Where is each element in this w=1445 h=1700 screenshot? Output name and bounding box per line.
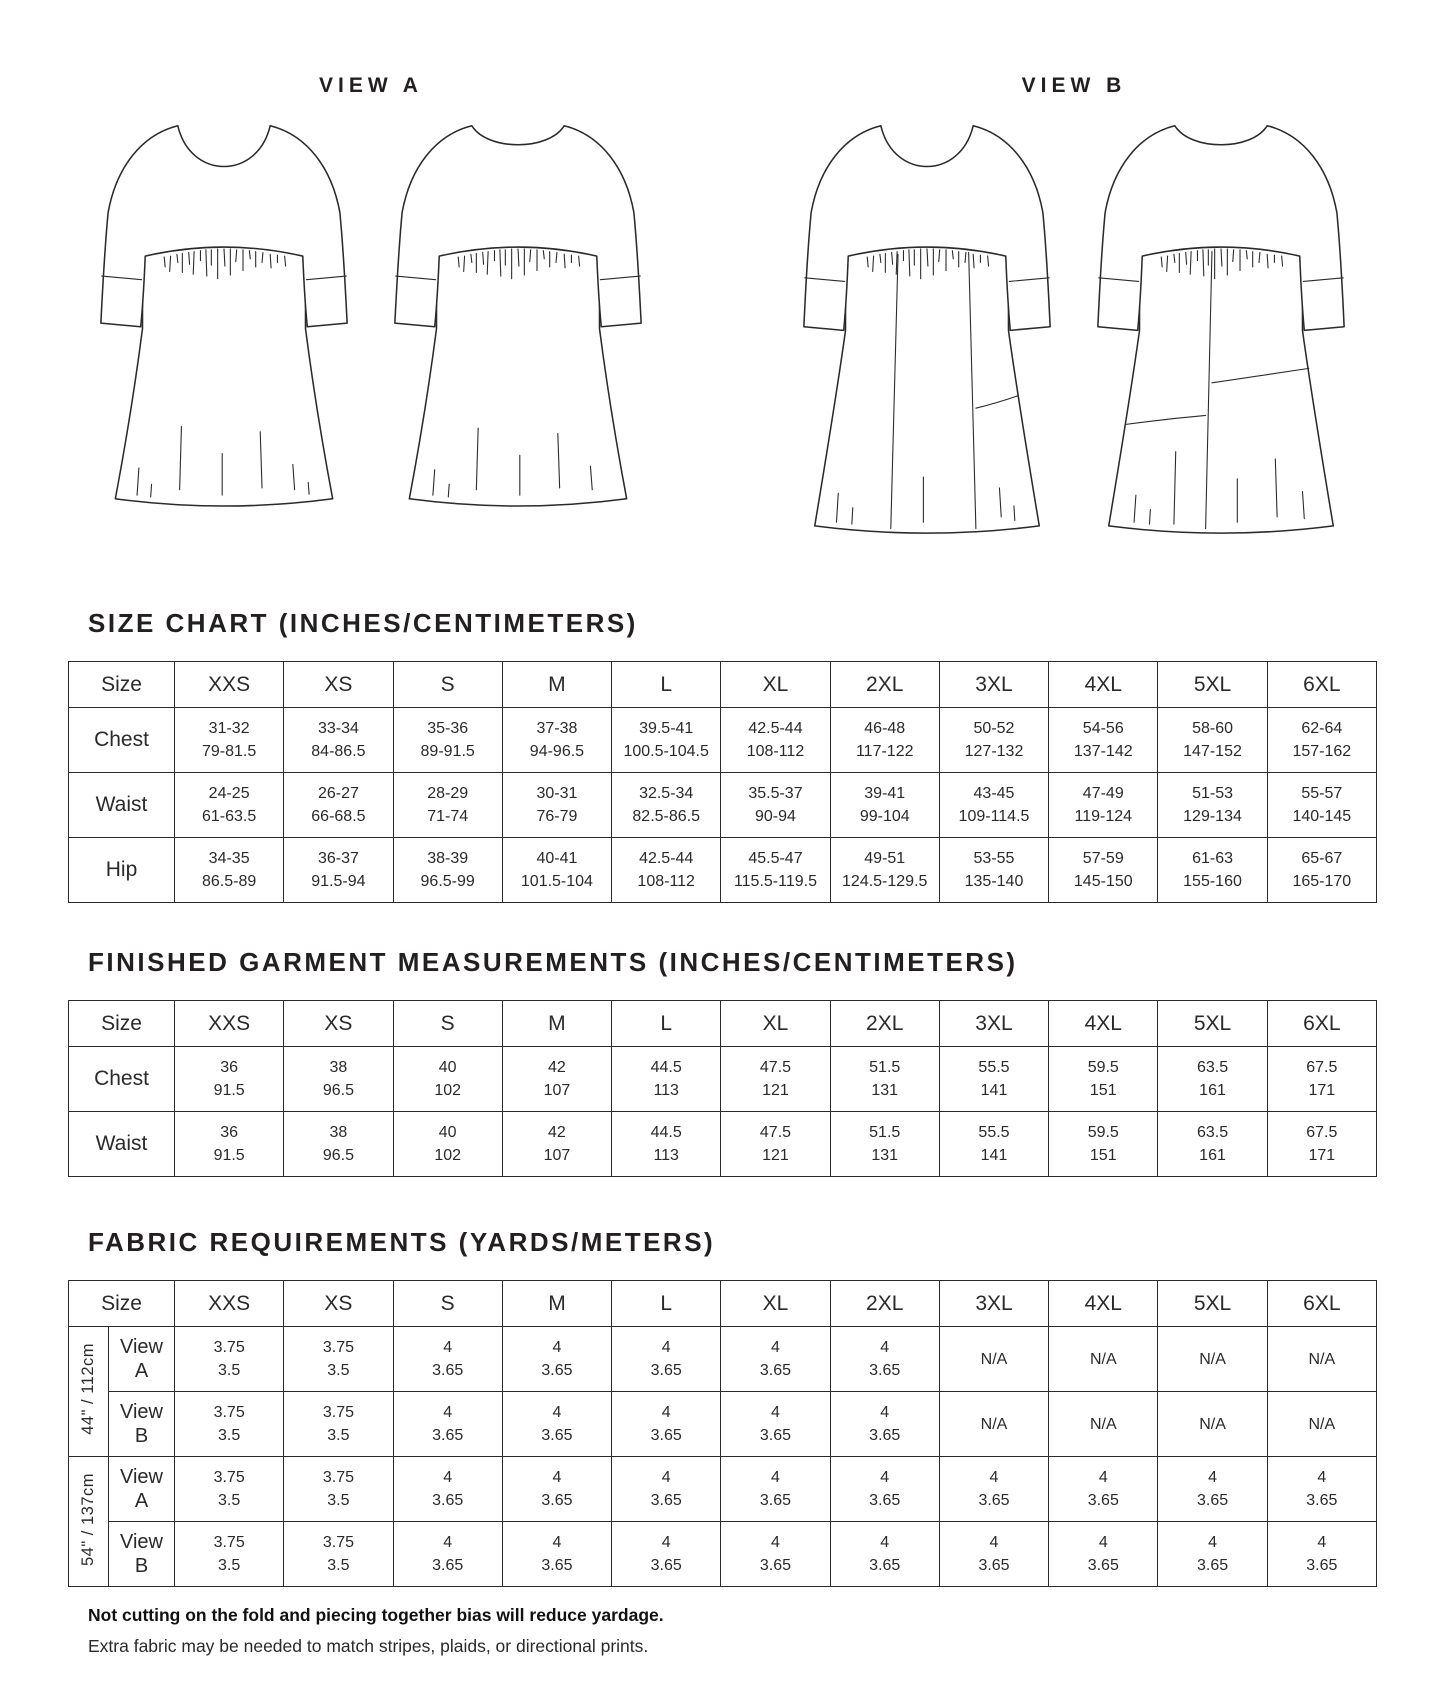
- measurement-cell: 35-36 89-91.5: [393, 708, 502, 773]
- view-a-back-sketch: [382, 104, 654, 516]
- yardage-cell: 4 3.65: [612, 1327, 721, 1392]
- table-body: [69, 708, 1377, 903]
- measurement-cell: 54-56 137-142: [1049, 708, 1158, 773]
- view-a-title: VIEW A: [319, 74, 423, 97]
- table-header: [69, 1281, 1377, 1327]
- header-row: [69, 1001, 1377, 1047]
- measurement-cell: 40-41 101.5-104: [502, 838, 611, 903]
- measurement-cell: 36 91.5: [175, 1112, 284, 1177]
- size-column-header: XS: [284, 1281, 393, 1327]
- finished-garment-title: FINISHED GARMENT MEASUREMENTS (INCHES/CENTIMETERS): [88, 947, 1018, 977]
- yardage-cell: 3.75 3.5: [175, 1392, 284, 1457]
- yardage-cell: 4 3.65: [612, 1392, 721, 1457]
- size-column-header: XXS: [175, 1281, 284, 1327]
- size-column-header: XL: [721, 1281, 830, 1327]
- size-column-header: XXS: [175, 662, 284, 708]
- footnote-bold: Not cutting on the fold and piecing together bias will reduce yardage.: [88, 1605, 664, 1625]
- size-column-header: L: [612, 1281, 721, 1327]
- yardage-cell: 4 3.65: [393, 1522, 502, 1587]
- fabric-requirements-table: [68, 1280, 1377, 1587]
- measurement-cell: 24-25 61-63.5: [175, 773, 284, 838]
- fabric-width-label: [69, 1327, 109, 1457]
- measurement-cell: 47.5 121: [721, 1112, 830, 1177]
- size-chart-section: [0, 608, 1445, 903]
- table-row: [69, 1112, 1377, 1177]
- fabric-requirements-title: FABRIC REQUIREMENTS (YARDS/METERS): [88, 1227, 716, 1257]
- yardage-cell: 4 3.65: [721, 1457, 830, 1522]
- size-column-header: 4XL: [1049, 662, 1158, 708]
- fabric-width-label-text: 54" / 137cm: [79, 1472, 97, 1566]
- size-column-header: 6XL: [1267, 662, 1376, 708]
- yardage-cell: 4 3.65: [1267, 1457, 1376, 1522]
- measurement-cell: 51.5 131: [830, 1112, 939, 1177]
- yardage-cell: 3.75 3.5: [175, 1457, 284, 1522]
- measurement-cell: 36 91.5: [175, 1047, 284, 1112]
- measurement-cell: 38-39 96.5-99: [393, 838, 502, 903]
- yardage-cell: 4 3.65: [502, 1327, 611, 1392]
- measurement-cell: 51-53 129-134: [1158, 773, 1267, 838]
- yardage-cell: 4 3.65: [393, 1327, 502, 1392]
- yardage-cell: 4 3.65: [721, 1327, 830, 1392]
- size-column-header: XL: [721, 662, 830, 708]
- yardage-cell: N/A: [939, 1392, 1048, 1457]
- row-label: Chest: [69, 708, 175, 773]
- measurement-cell: 44.5 113: [612, 1112, 721, 1177]
- yardage-cell: 4 3.65: [502, 1522, 611, 1587]
- finished-garment-section: [0, 947, 1445, 1177]
- measurement-cell: 33-34 84-86.5: [284, 708, 393, 773]
- size-column-header: S: [393, 662, 502, 708]
- measurement-cell: 67.5 171: [1267, 1112, 1376, 1177]
- size-column-header: 2XL: [830, 1001, 939, 1047]
- yardage-cell: N/A: [1267, 1392, 1376, 1457]
- table-body: [69, 1327, 1377, 1587]
- yardage-cell: 3.75 3.5: [284, 1522, 393, 1587]
- yardage-cell: 4 3.65: [721, 1392, 830, 1457]
- measurement-cell: 31-32 79-81.5: [175, 708, 284, 773]
- measurement-cell: 55.5 141: [939, 1112, 1048, 1177]
- measurement-cell: 50-52 127-132: [939, 708, 1048, 773]
- size-column-header: 5XL: [1158, 1281, 1267, 1327]
- yardage-cell: N/A: [1158, 1327, 1267, 1392]
- measurement-cell: 36-37 91.5-94: [284, 838, 393, 903]
- yardage-cell: 3.75 3.5: [284, 1327, 393, 1392]
- size-column-header: 3XL: [939, 1281, 1048, 1327]
- footnote-regular: Extra fabric may be needed to match stripes, plaids, or directional prints.: [88, 1636, 649, 1656]
- fabric-requirements-section: [0, 1227, 1445, 1587]
- yardage-cell: 3.75 3.5: [175, 1522, 284, 1587]
- size-header-title: Size: [69, 1281, 175, 1327]
- measurement-cell: 47-49 119-124: [1049, 773, 1158, 838]
- yardage-cell: 3.75 3.5: [175, 1327, 284, 1392]
- measurement-cell: 37-38 94-96.5: [502, 708, 611, 773]
- size-column-header: 6XL: [1267, 1281, 1376, 1327]
- measurement-cell: 45.5-47 115.5-119.5: [721, 838, 830, 903]
- size-header-title: Size: [69, 662, 175, 708]
- size-column-header: XXS: [175, 1001, 284, 1047]
- measurement-cell: 65-67 165-170: [1267, 838, 1376, 903]
- measurement-cell: 63.5 161: [1158, 1047, 1267, 1112]
- measurement-cell: 51.5 131: [830, 1047, 939, 1112]
- table-row: [69, 708, 1377, 773]
- size-column-header: 4XL: [1049, 1281, 1158, 1327]
- header-row: [69, 1281, 1377, 1327]
- view-label: View B: [109, 1522, 175, 1587]
- table-row: [69, 838, 1377, 903]
- measurement-cell: 40 102: [393, 1112, 502, 1177]
- measurement-cell: 67.5 171: [1267, 1047, 1376, 1112]
- table-row: [69, 1327, 1377, 1392]
- yardage-cell: N/A: [939, 1327, 1048, 1392]
- measurement-cell: 39-41 99-104: [830, 773, 939, 838]
- yardage-cell: 4 3.65: [393, 1457, 502, 1522]
- yardage-cell: 4 3.65: [830, 1457, 939, 1522]
- table-row: [69, 1457, 1377, 1522]
- yardage-cell: N/A: [1158, 1392, 1267, 1457]
- yardage-cell: 4 3.65: [830, 1327, 939, 1392]
- table-row: [69, 1392, 1377, 1457]
- yardage-cell: 3.75 3.5: [284, 1457, 393, 1522]
- measurement-cell: 63.5 161: [1158, 1112, 1267, 1177]
- view-label: View A: [109, 1327, 175, 1392]
- view-label: View B: [109, 1392, 175, 1457]
- view-b-title: VIEW B: [1021, 74, 1127, 97]
- table-header: [69, 1001, 1377, 1047]
- size-header-title: Size: [69, 1001, 175, 1047]
- fabric-width-label: [69, 1457, 109, 1587]
- table-body: [69, 1047, 1377, 1177]
- yardage-cell: 4 3.65: [393, 1392, 502, 1457]
- view-label: View A: [109, 1457, 175, 1522]
- size-chart-title: SIZE CHART (INCHES/CENTIMETERS): [88, 608, 638, 638]
- row-label: Waist: [69, 773, 175, 838]
- yardage-cell: 4 3.65: [612, 1457, 721, 1522]
- yardage-cell: 4 3.65: [502, 1392, 611, 1457]
- measurement-cell: 40 102: [393, 1047, 502, 1112]
- yardage-cell: N/A: [1049, 1327, 1158, 1392]
- view-b-back-sketch: [1085, 104, 1357, 544]
- yardage-cell: N/A: [1267, 1327, 1376, 1392]
- measurement-cell: 42.5-44 108-112: [612, 838, 721, 903]
- measurement-cell: 46-48 117-122: [830, 708, 939, 773]
- measurement-cell: 26-27 66-68.5: [284, 773, 393, 838]
- measurement-cell: 53-55 135-140: [939, 838, 1048, 903]
- size-column-header: M: [502, 1001, 611, 1047]
- measurement-cell: 55.5 141: [939, 1047, 1048, 1112]
- measurement-cell: 35.5-37 90-94: [721, 773, 830, 838]
- row-label: Hip: [69, 838, 175, 903]
- measurement-cell: 59.5 151: [1049, 1047, 1158, 1112]
- size-chart-table: [68, 661, 1377, 903]
- table-row: [69, 773, 1377, 838]
- footnotes: [0, 1587, 1445, 1657]
- yardage-cell: 4 3.65: [1158, 1522, 1267, 1587]
- size-column-header: 5XL: [1158, 662, 1267, 708]
- measurement-cell: 32.5-34 82.5-86.5: [612, 773, 721, 838]
- yardage-cell: 4 3.65: [939, 1522, 1048, 1587]
- size-column-header: L: [612, 662, 721, 708]
- measurement-cell: 44.5 113: [612, 1047, 721, 1112]
- size-column-header: 6XL: [1267, 1001, 1376, 1047]
- measurement-cell: 49-51 124.5-129.5: [830, 838, 939, 903]
- measurement-cell: 43-45 109-114.5: [939, 773, 1048, 838]
- yardage-cell: 4 3.65: [830, 1392, 939, 1457]
- measurement-cell: 38 96.5: [284, 1047, 393, 1112]
- measurement-cell: 58-60 147-152: [1158, 708, 1267, 773]
- row-label: Chest: [69, 1047, 175, 1112]
- size-column-header: XL: [721, 1001, 830, 1047]
- size-column-header: L: [612, 1001, 721, 1047]
- yardage-cell: 4 3.65: [1049, 1457, 1158, 1522]
- view-a-sketches: [88, 104, 654, 516]
- measurement-cell: 42.5-44 108-112: [721, 708, 830, 773]
- measurement-cell: 28-29 71-74: [393, 773, 502, 838]
- size-column-header: 2XL: [830, 662, 939, 708]
- view-a-group: [88, 74, 654, 544]
- measurement-cell: 62-64 157-162: [1267, 708, 1376, 773]
- measurement-cell: 39.5-41 100.5-104.5: [612, 708, 721, 773]
- yardage-cell: 4 3.65: [1049, 1522, 1158, 1587]
- size-column-header: M: [502, 662, 611, 708]
- size-column-header: 3XL: [939, 662, 1048, 708]
- yardage-cell: 4 3.65: [721, 1522, 830, 1587]
- row-label: Waist: [69, 1112, 175, 1177]
- measurement-cell: 42 107: [502, 1047, 611, 1112]
- size-column-header: 4XL: [1049, 1001, 1158, 1047]
- yardage-cell: 4 3.65: [612, 1522, 721, 1587]
- yardage-cell: 4 3.65: [1158, 1457, 1267, 1522]
- yardage-cell: 4 3.65: [502, 1457, 611, 1522]
- measurement-cell: 57-59 145-150: [1049, 838, 1158, 903]
- measurement-cell: 42 107: [502, 1112, 611, 1177]
- size-column-header: S: [393, 1001, 502, 1047]
- size-column-header: XS: [284, 662, 393, 708]
- size-column-header: 3XL: [939, 1001, 1048, 1047]
- measurement-cell: 38 96.5: [284, 1112, 393, 1177]
- yardage-cell: 4 3.65: [939, 1457, 1048, 1522]
- view-b-sketches: [791, 104, 1357, 544]
- size-column-header: 2XL: [830, 1281, 939, 1327]
- table-row: [69, 1522, 1377, 1587]
- measurement-cell: 59.5 151: [1049, 1112, 1158, 1177]
- size-column-header: M: [502, 1281, 611, 1327]
- measurement-cell: 55-57 140-145: [1267, 773, 1376, 838]
- measurement-cell: 30-31 76-79: [502, 773, 611, 838]
- header-row: [69, 662, 1377, 708]
- view-a-front-sketch: [88, 104, 360, 516]
- garment-views: [0, 0, 1445, 544]
- size-column-header: XS: [284, 1001, 393, 1047]
- yardage-cell: 4 3.65: [830, 1522, 939, 1587]
- size-column-header: S: [393, 1281, 502, 1327]
- table-row: [69, 1047, 1377, 1112]
- table-header: [69, 662, 1377, 708]
- view-b-front-sketch: [791, 104, 1063, 544]
- measurement-cell: 47.5 121: [721, 1047, 830, 1112]
- yardage-cell: N/A: [1049, 1392, 1158, 1457]
- yardage-cell: 3.75 3.5: [284, 1392, 393, 1457]
- measurement-cell: 61-63 155-160: [1158, 838, 1267, 903]
- measurement-cell: 34-35 86.5-89: [175, 838, 284, 903]
- fabric-width-label-text: 44" / 112cm: [79, 1343, 97, 1435]
- yardage-cell: 4 3.65: [1267, 1522, 1376, 1587]
- finished-garment-table: [68, 1000, 1377, 1177]
- size-column-header: 5XL: [1158, 1001, 1267, 1047]
- view-b-group: [791, 74, 1357, 544]
